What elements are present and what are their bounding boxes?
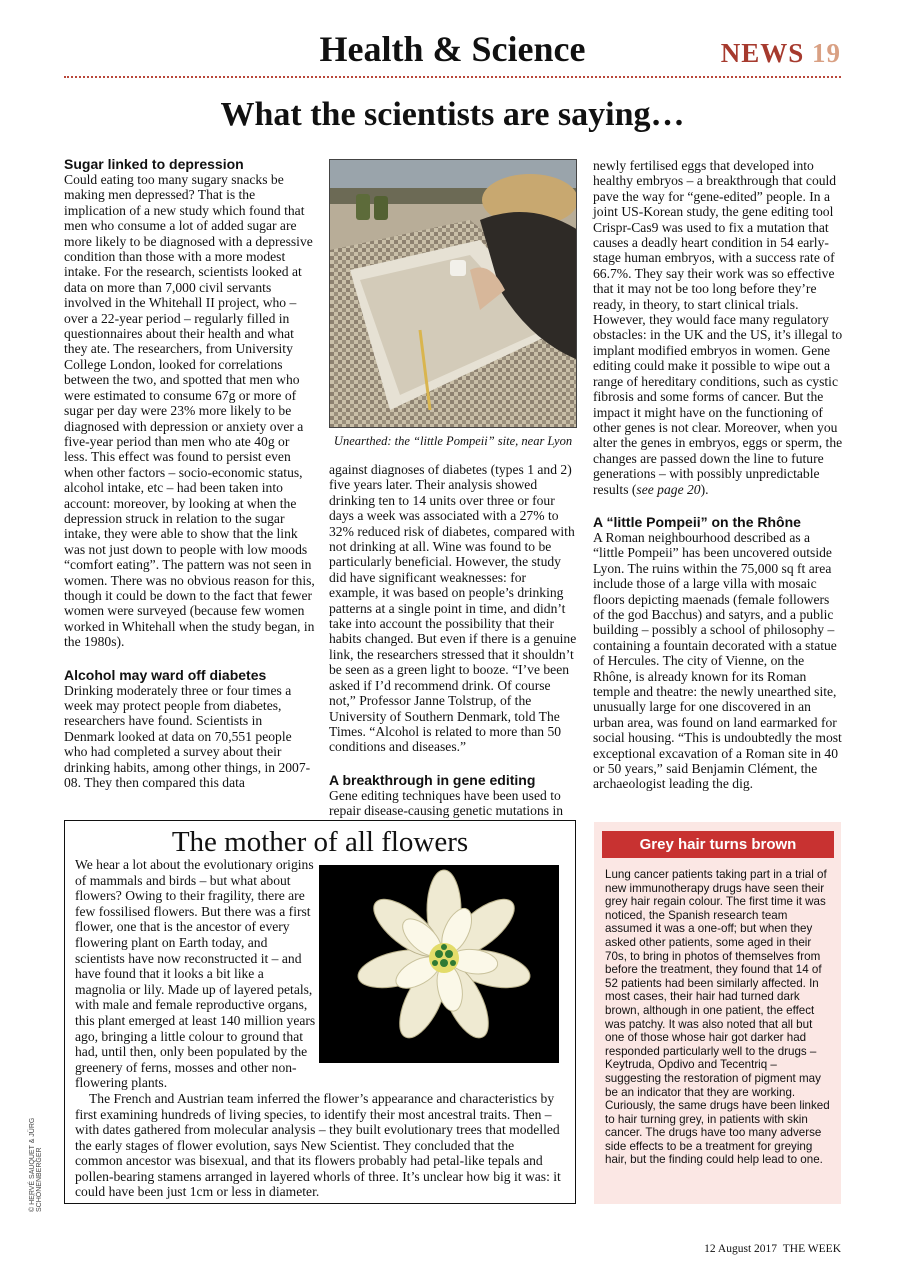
page-footer (704, 1243, 841, 1255)
flowers-title: The mother of all flowers (171, 826, 469, 858)
gene-article-title: A breakthrough in gene editing (329, 771, 536, 788)
photo-caption: Unearthed: the “little Pompeii” site, near Lyon (333, 434, 573, 448)
flowers-para-2: The French and Austrian team inferred the flower’s appearance and characteristics by first examining hundreds of living species, to identify their most ancestral traits. Then – with dates gathered from molecular analysis – they built evolutionary trees that modelled the early stages of flower evolution, says New Scientist. They concluded that the common ancestor was bisexual, and that its flowers probably had petal-like tepals and pollen-bearing stamens arranged in layered whorls of three. It’s unclear how big it was: it could have been just 1cm or less in diameter. (75, 1090, 561, 1200)
photo-credit: © HERVÉ SAUQUET & JÜRG SCHÖNENBERGER (29, 1117, 43, 1212)
gene-article-body-part1: Gene editing techniques have been used to repair disease-causing genetic mutations in (329, 787, 564, 819)
flowers-para-1 (75, 857, 565, 1091)
alcohol-article-title: Alcohol may ward off diabetes (64, 666, 267, 683)
publication-name: THE WEEK (782, 1243, 841, 1255)
news-word: NEWS (720, 38, 805, 68)
alcohol-article-body-part1: Drinking moderately three or four times a week may protect people from diabetes, researchers have found. Scientists in Denmark looked at data on 70,551 people who had completed a survey about their drinking habits, among other things, in 2007-08. They then compared this data (64, 682, 311, 791)
gene-body-end: ). (700, 481, 709, 497)
alcohol-article-body-part2: against diagnoses of diabetes (types 1 and 2) five years later. Their analysis showed drinking ten to 14 units over three or four days a week was associated with a 27% to 32% reduced risk of diabetes, compared with not drinking at all. Wine was found to be particularly beneficial. However, the study did have significant weaknesses: for example, it was based on people’s drinking patterns at a single point in time, and didn’t take into account the possibility that their habits changed. But even if there is a genuine link, the researchers stressed that it shouldn’t be seen as a green light to booze. “I’ve been asked if I’d recommend drink. Of course not,” Professor Janne Tolstrup, of the University of Southern Denmark, told The Times. “Alcohol is related to more than 50 conditions and diseases.” (329, 462, 577, 755)
section-title: Health & Science (319, 29, 586, 69)
excavation-photo (329, 159, 577, 428)
grey-hair-title: Grey hair turns brown (602, 831, 834, 858)
gene-body-text: newly fertilised eggs that developed into healthy embryos – a breakthrough that could pave the way for “gene-edited” people. In a joint US-Korean study, the gene editing tool Crispr-Cas9 was used to fix a mutation that causes a deadly heart condition in 54 early-stage human embryos, with a success rate of 66.7%. They say their work was so effective that it may not be too long before they’re ready, in theory, to start clinical trials. However, they would face many regulatory obstacles: in the UK and the US, it’s illegal to implant modified embryos in women. Gene editing could make it possible to wipe out a range of hereditary conditions, such as cystic fibrosis and some forms of cancer. But the impact it might have on the functioning of other genes is not clear. Moreover, when you alter the genes in embryos, eggs or sperm, the changes are passed down the line to future generations – with possibly unpredictable results ( (593, 158, 843, 497)
grey-hair-body: Lung cancer patients taking part in a trial of new immunotherapy drugs have seen their grey hair regain colour. The first time it was noticed, the Spanish research team assumed it was a one-off; but when they asked other patients, some aged in their 70s, to bring in photos of themselves from before the treatment, they found that 14 of 52 patients had been similarly affected. In most cases, their hair had turned dark brown, although in one patient, the effect was patchy. It was also noted that all but one of those whose hair got darker had responded particularly well to the drugs – Keytruda, Opdivo and Tecentriq – suggesting the restoration of pigment may be an indicator that they are working. Curiously, the same drugs have been linked to hair turning grey, in patients with skin cancer. The drugs have too many adverse side effects to be a treatment for greying hair, but the finding could help lead to one. (605, 868, 830, 1167)
header-divider (64, 76, 841, 78)
page-headline: What the scientists are saying… (220, 96, 685, 133)
flowers-article-body (75, 857, 565, 1200)
gene-article-body-part2 (593, 158, 843, 497)
sugar-article-title: Sugar linked to depression (64, 156, 244, 172)
news-page-label (721, 38, 841, 69)
see-page-reference: see page 20 (636, 481, 701, 497)
column-3 (593, 158, 843, 792)
column-1 (64, 156, 316, 790)
pompeii-article-body: A Roman neighbourhood described as a “little Pompeii” has been uncovered outside Lyon. The ruins within the 75,000 sq ft area include those of a large villa with mosaic floors depicting maenads (female followers of the god Bacchus) and satyrs, and a public building – possibly a school of philosophy – containing a fountain decorated with a statue of Hercules. The city of Vienne, on the Rhône, is already known for its Roman temple and theatre: the newly unearthed site, unusually large for one discovered in an urban area, was found on land earmarked for social housing. “This is undoubtedly the most exceptional excavation of a Roman site in 40 or 50 years,” said Benjamin Clément, the archaeologist leading the dig. (593, 529, 842, 792)
pompeii-article-title: A “little Pompeii” on the Rhône (593, 513, 801, 530)
sugar-article-body: Could eating too many sugary snacks be making men depressed? That is the implication of a new study which found that men who consume a lot of added sugar are more likely to be diagnosed with a depressive condition than those with a more modest intake. For the research, scientists looked at data on more than 7,000 civil servants involved in the Whitehall II project, who – over a 22-year period – regularly filled in questionnaires about their health and what they ate. The researchers, from University College London, looked for correlations between the two, and spotted that men who were estimated to consume 67g or more of sugar per day were 23% more likely to be diagnosed with depression or anxiety over a five-year period than men who ate 40g or less. This effect was found to persist even when other factors – socio-economic status, alcohol intake, etc – had been taken into account: moreover, by looking at when the depression struck in relation to the sugar intake, they were able to show that the link was not just down to people with low moods “comfort eating”. The pattern was not seen in women. There was no obvious reason for this, though it could be down to the fact that fewer women were surveyed (because few women worked in Whitehall when the study began, in the 1980s). (64, 172, 315, 650)
page-number: 19 (812, 38, 841, 68)
excavation-photo-image (330, 160, 577, 428)
issue-date: 12 August 2017 (704, 1243, 778, 1255)
column-2 (329, 462, 577, 819)
image-wrap-space (317, 857, 565, 1077)
flowers-para-1-text: We hear a lot about the evolutionary origins of mammals and birds – but what about flowers? Owing to their fragility, there are few fossilised flowers. But there was a first flower, one that is the ancestor of every flowering plant on Earth today, and scientists have now reconstructed it – and have found that it looks a bit like a magnolia or lily. Made up of layered petals, with male and female reproductive organs, this plant emerged at least 140 million years ago, bringing a little colour to ground that had, until then, only been populated by the greenery of ferns, mosses and other non-flowering plants. (75, 857, 316, 1091)
